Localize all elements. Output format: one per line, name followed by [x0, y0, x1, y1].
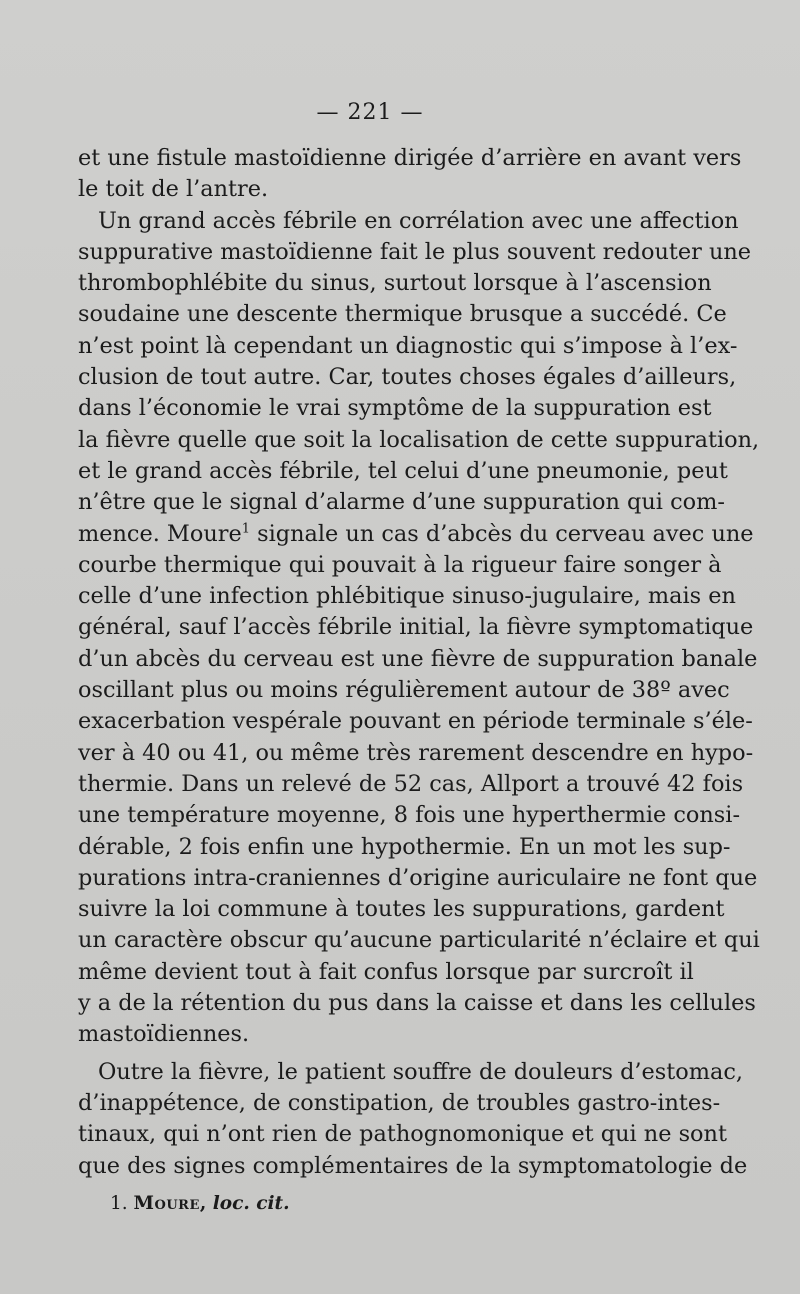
text-line: ver à 40 ou 41, ou même très rarement descendre en hypo-	[78, 739, 754, 766]
text-line: et le grand accès fébrile, tel celui d’une pneumonie, peut	[78, 457, 728, 484]
text-line: Outre la fièvre, le patient souffre de douleurs d’estomac,	[98, 1058, 744, 1085]
text-line: suppurative mastoïdienne fait le plus souvent redouter une	[78, 238, 752, 265]
text-line: dérable, 2 fois enfin une hypothermie. En un mot les sup-	[78, 833, 731, 860]
text-line: courbe thermique qui pouvait à la rigueur faire songer à	[78, 551, 722, 578]
text-line: y a de la rétention du pus dans la caisse et dans les cellules	[78, 990, 756, 1017]
paragraph-1	[78, 143, 742, 206]
text-line: d’inappétence, de constipation, de troubles gastro-intes-	[78, 1089, 721, 1116]
text-line: même devient tout à fait confus lorsque par surcroît il	[78, 958, 694, 985]
text-fragment: mence. Moure	[78, 520, 242, 547]
text-line: n’être que le signal d’alarme d’une suppuration qui com-	[78, 489, 725, 516]
body-text	[78, 143, 760, 1182]
text-line: mastoïdiennes.	[78, 1021, 250, 1048]
text-fragment: signale un cas d’abcès du cerveau avec une	[250, 520, 754, 547]
text-line-with-footnote-ref	[78, 519, 754, 550]
text-line: clusion de tout autre. Car, toutes choses égales d’ailleurs,	[78, 364, 737, 391]
text-line: thrombophlébite du sinus, surtout lorsque à l’ascension	[78, 270, 712, 297]
text-line: un caractère obscur qu’aucune particularité n’éclaire et qui	[78, 927, 760, 954]
text-line: la fièvre quelle que soit la localisation de cette suppuration,	[78, 426, 760, 453]
footnote-ref: 1	[241, 521, 250, 537]
page-number: — 221 —	[316, 100, 424, 125]
text-line: exacerbation vespérale pouvant en période terminale s’éle-	[78, 708, 753, 735]
text-line: tinaux, qui n’ont rien de pathognomonique et qui ne sont	[78, 1121, 727, 1148]
text-line: le toit de l’antre.	[78, 176, 269, 203]
text-line: thermie. Dans un relevé de 52 cas, Allport a trouvé 42 fois	[78, 770, 744, 797]
paragraph-3	[78, 1057, 748, 1182]
text-line: soudaine une descente thermique brusque a succédé. Ce	[78, 301, 727, 328]
text-line: une température moyenne, 8 fois une hyperthermie consi-	[78, 802, 741, 829]
text-line: d’un abcès du cerveau est une fièvre de suppuration banale	[78, 645, 758, 672]
text-line: oscillant plus ou moins régulièrement autour de 38º avec	[78, 677, 730, 704]
text-line: n’est point là cependant un diagnostic qui s’impose à l’ex-	[78, 332, 738, 359]
footnote	[110, 1193, 290, 1214]
footnote-number: 1.	[110, 1193, 128, 1214]
text-line: Un grand accès fébrile en corrélation avec une affection	[98, 207, 739, 234]
text-line: et une fistule mastoïdienne dirigée d’arrière en avant vers	[78, 145, 742, 171]
text-line: suivre la loi commune à toutes les suppurations, gardent	[78, 896, 725, 923]
paragraph-2	[78, 206, 760, 1051]
text-line: purations intra-craniennes d’origine auriculaire ne font que	[78, 864, 758, 891]
footnote-author: Moure,	[133, 1193, 207, 1214]
text-line: que des signes complémentaires de la symptomatologie de	[78, 1152, 748, 1179]
footnote-citation: loc. cit.	[212, 1193, 290, 1214]
text-line: dans l’économie le vrai symptôme de la suppuration est	[78, 395, 712, 422]
text-line: général, sauf l’accès fébrile initial, la fièvre symptomatique	[78, 614, 754, 641]
text-line: celle d’une infection phlébitique sinuso-jugulaire, mais en	[78, 583, 736, 610]
